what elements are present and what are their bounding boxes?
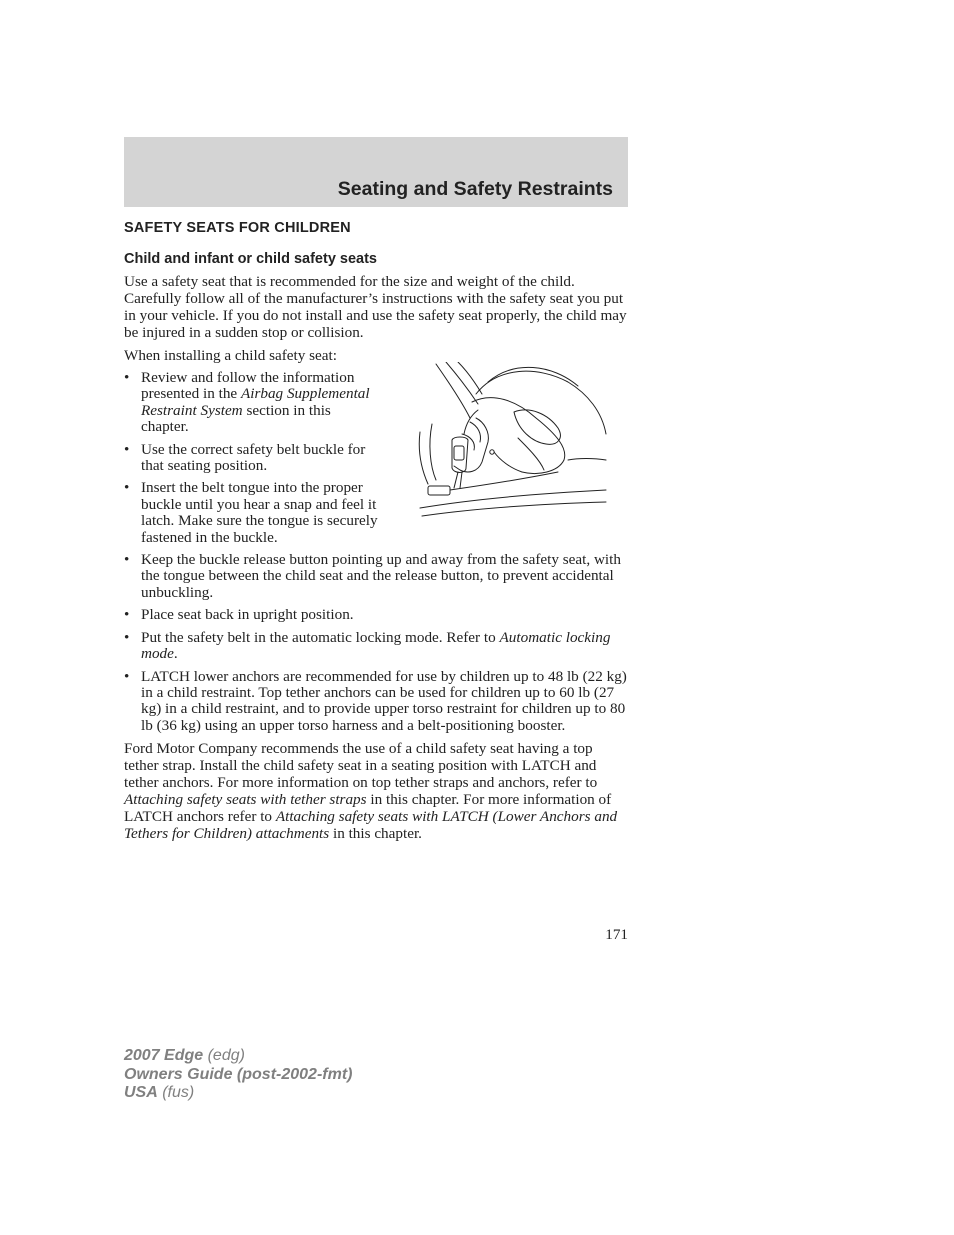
subheading: Child and infant or child safety seats	[124, 251, 377, 267]
installing-section	[124, 347, 628, 546]
seat-belt-buckle-illustration-icon	[418, 362, 608, 520]
section-heading: SAFETY SEATS FOR CHILDREN	[124, 220, 351, 236]
intro-paragraph: Use a safety seat that is recommended for the size and weight of the child. Carefully follow all of the manufacturer’s instructions with the safety seat you put in your vehicle. If you do not install and use the safety seat properly, the child may be injured in a sudden stop or collision.	[124, 273, 627, 341]
footer-line-guide: Owners Guide (post-2002-fmt)	[124, 1065, 353, 1083]
page-content	[124, 220, 628, 848]
chapter-title: Seating and Safety Restraints	[337, 178, 613, 200]
installing-intro: When installing a child safety seat:	[124, 347, 337, 364]
chapter-header-band	[124, 137, 628, 207]
page-number: 171	[605, 926, 628, 943]
bullet-list-bottom	[124, 552, 628, 734]
list-item: • Put the safety belt in the automatic locking mode. Refer to Automatic locking mode.	[124, 628, 611, 663]
closing-paragraph: Ford Motor Company recommends the use of a child safety seat having a top tether strap. Install the child safety seat in a seating position with LATCH and tether anchors. For more information on top tether straps and anchors, refer to Attaching safety seats with tether straps in this chapter. For more information of LATCH anchors refer to Attaching safety seats with LATCH (Lower Anchors and Tethers for Children) attachments in this chapter.	[124, 740, 618, 843]
list-item: • Place seat back in upright position.	[124, 606, 354, 624]
list-item: • Keep the buckle release button pointing up and away from the safety seat, with the tongue between the child seat and the release button, to prevent accidental unbuckling.	[124, 551, 621, 601]
footer-line-model: 2007 Edge (edg)	[124, 1047, 245, 1064]
list-item: • Use the correct safety belt buckle for that seating position.	[124, 440, 366, 475]
footer-line-market: USA (fus)	[124, 1084, 195, 1101]
document-footer	[124, 1047, 352, 1103]
list-item: • LATCH lower anchors are recommended for use by children up to 48 lb (22 kg) in a child restraint. Top tether anchors can be used for children up to 60 lb (27 kg) in a child restraint, and to provide upper torso restraint for children up to 80 lb (36 kg) using an upper torso harness and a belt-positioning booster.	[124, 667, 627, 734]
list-item: • Review and follow the information presented in the Airbag Supplemental Restraint System section in this chapter.	[124, 369, 370, 436]
bullet-list-top	[124, 370, 382, 546]
list-item: • Insert the belt tongue into the proper buckle until you hear a snap and feel it latch. Make sure the tongue is securely fastened in the buckle.	[124, 479, 378, 546]
